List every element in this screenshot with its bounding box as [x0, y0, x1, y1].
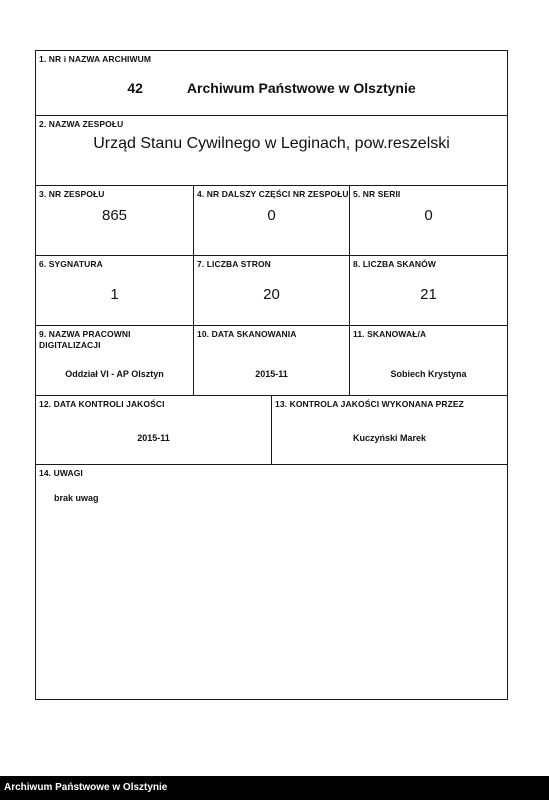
digitization-lab-cell [35, 325, 194, 396]
scan-date-cell [193, 325, 350, 396]
qc-date-cell [35, 395, 272, 465]
footer-bar: Archiwum Państwowe w Olsztynie [0, 776, 549, 800]
qc-by-label: 13. KONTROLA JAKOŚCI WYKONANA PRZEZ [275, 399, 464, 409]
digitization-lab-label: 9. NAZWA PRACOWNI DIGITALIZACJI [39, 329, 131, 350]
unit-name-cell [35, 115, 508, 186]
digitization-lab-value: Oddział VI - AP Olsztyn [65, 369, 164, 379]
archive-label: 1. NR i NAZWA ARCHIWUM [39, 54, 152, 64]
unit-number-label: 3. NR ZESPOŁU [39, 189, 105, 199]
scans-count-label: 8. LICZBA SKANÓW [353, 259, 436, 269]
archive-values [36, 79, 507, 97]
pages-count-label: 7. LICZBA STRON [197, 259, 271, 269]
further-part-cell [193, 185, 350, 256]
remarks-label: 14. UWAGI [39, 468, 83, 478]
unit-name-value: Urząd Stanu Cywilnego w Leginach, pow.reszelski [93, 135, 450, 152]
further-part-value: 0 [267, 207, 276, 224]
qc-by-cell [271, 395, 508, 465]
series-number-label: 5. NR SERII [353, 189, 401, 199]
series-number-value: 0 [424, 207, 433, 224]
signature-cell [35, 255, 194, 326]
further-part-label: 4. NR DALSZY CZĘŚCI NR ZESPOŁU [197, 189, 349, 199]
scanned-by-value: Sobiech Krystyna [390, 369, 467, 379]
signature-label: 6. SYGNATURA [39, 259, 103, 269]
pages-count-cell [193, 255, 350, 326]
scanned-by-cell [349, 325, 508, 396]
scans-count-cell [349, 255, 508, 326]
remarks-cell [35, 464, 508, 700]
scan-date-value: 2015-11 [255, 369, 288, 379]
unit-name-label: 2. NAZWA ZESPOŁU [39, 119, 124, 129]
qc-date-label: 12. DATA KONTROLI JAKOŚCI [39, 399, 165, 409]
qc-by-value: Kuczyński Marek [352, 433, 427, 443]
scan-date-label: 10. DATA SKANOWANIA [197, 329, 297, 339]
unit-number-cell [35, 185, 194, 256]
scans-count-value: 21 [420, 286, 437, 303]
remarks-value: brak uwag [54, 493, 99, 503]
unit-number-value: 865 [101, 207, 128, 224]
archive-number: 42 [127, 80, 143, 96]
scanned-by-label: 11. SKANOWAŁ/A [353, 329, 427, 339]
pages-count-value: 20 [263, 286, 280, 303]
series-number-cell [349, 185, 508, 256]
archive-cell [35, 50, 508, 116]
archive-name: Archiwum Państwowe w Olsztynie [186, 80, 416, 96]
signature-value: 1 [110, 286, 119, 303]
qc-date-value: 2015-11 [137, 433, 170, 443]
